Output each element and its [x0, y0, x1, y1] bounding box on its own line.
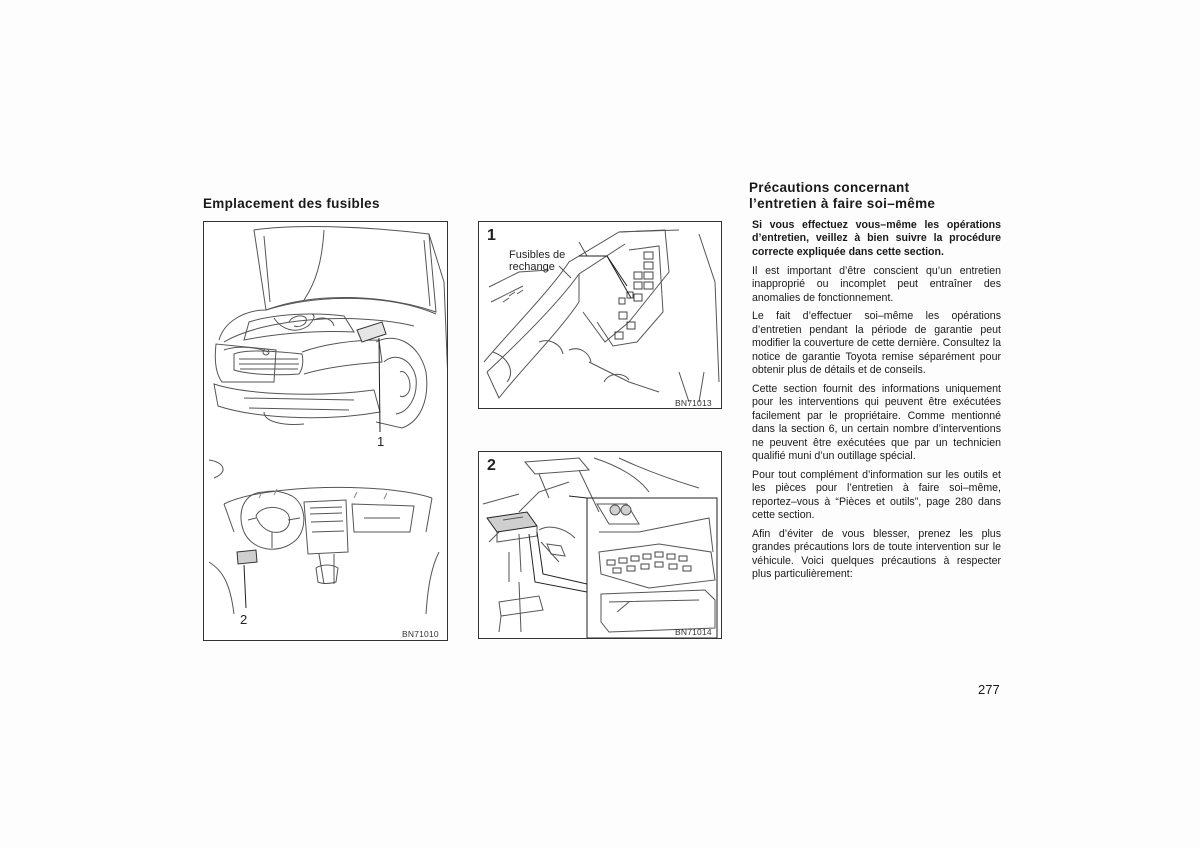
figure-code: BN71010 [402, 629, 439, 639]
figure-fuse-locations [203, 221, 448, 641]
page-number: 277 [978, 682, 1000, 697]
section-heading-fuse-location: Emplacement des fusibles [203, 196, 380, 211]
heading-line-1: Précautions concernant [749, 180, 910, 195]
figure-code: BN71014 [675, 627, 712, 637]
callout-number-1: 1 [377, 434, 385, 449]
dashboard-fuse-box-illustration [479, 452, 722, 639]
car-illustration [204, 222, 448, 641]
figure-code: BN71013 [675, 398, 712, 408]
spare-fuses-label-line-1: Fusibles de [509, 249, 566, 261]
paragraph: Afin d’éviter de vous blesser, prenez les plus grandes précautions lors de toute intervention sur le véhicule. Voici quelques précautions à respecter plus particulièrement: [752, 528, 1001, 581]
paragraph: Cette section fournit des informations uniquement pour les interventions qui peuvent être exécutées facilement par le propriétaire. Comme mentionné dans la section 6, un certain nombre d’interventions ne peuvent être exécutées que par un technicien qualifié muni d’un outillage spécial. [752, 382, 1001, 462]
callout-number-2: 2 [240, 612, 248, 627]
paragraph: Pour tout complément d’information sur les outils et les pièces pour l’entretien à faire soi–même, reportez–vous à “Pièces et outils”, page 280 dans cette section. [752, 468, 1001, 522]
paragraph: Le fait d’effectuer soi–même les opérations d’entretien pendant la période de garantie peut modifier la couverture de cette dernière. Consultez la notice de garantie Toyota remise séparément pour obtenir plus de détails et de conseils. [752, 310, 1001, 377]
figure-dashboard-fuse-box [478, 451, 722, 639]
spare-fuses-label-line-2: rechange [509, 261, 555, 273]
spare-fuses-label [509, 249, 565, 273]
figure-engine-fuse-box [478, 221, 722, 409]
paragraph: Il est important d’être conscient qu’un entretien inapproprié ou incomplet peut entraîner des anomalies de fonctionnement. [752, 264, 1001, 304]
heading-line-2: l’entretien à faire soi–même [749, 196, 936, 211]
precautions-body-text [752, 219, 1001, 587]
figure-number: 2 [487, 457, 496, 474]
section-heading-maintenance-precautions [749, 180, 935, 212]
figure-number: 1 [487, 227, 496, 244]
paragraph-intro: Si vous effectuez vous–même les opérations d’entretien, veillez à bien suivre la procédure correcte expliquée dans cette section. [752, 219, 1001, 258]
